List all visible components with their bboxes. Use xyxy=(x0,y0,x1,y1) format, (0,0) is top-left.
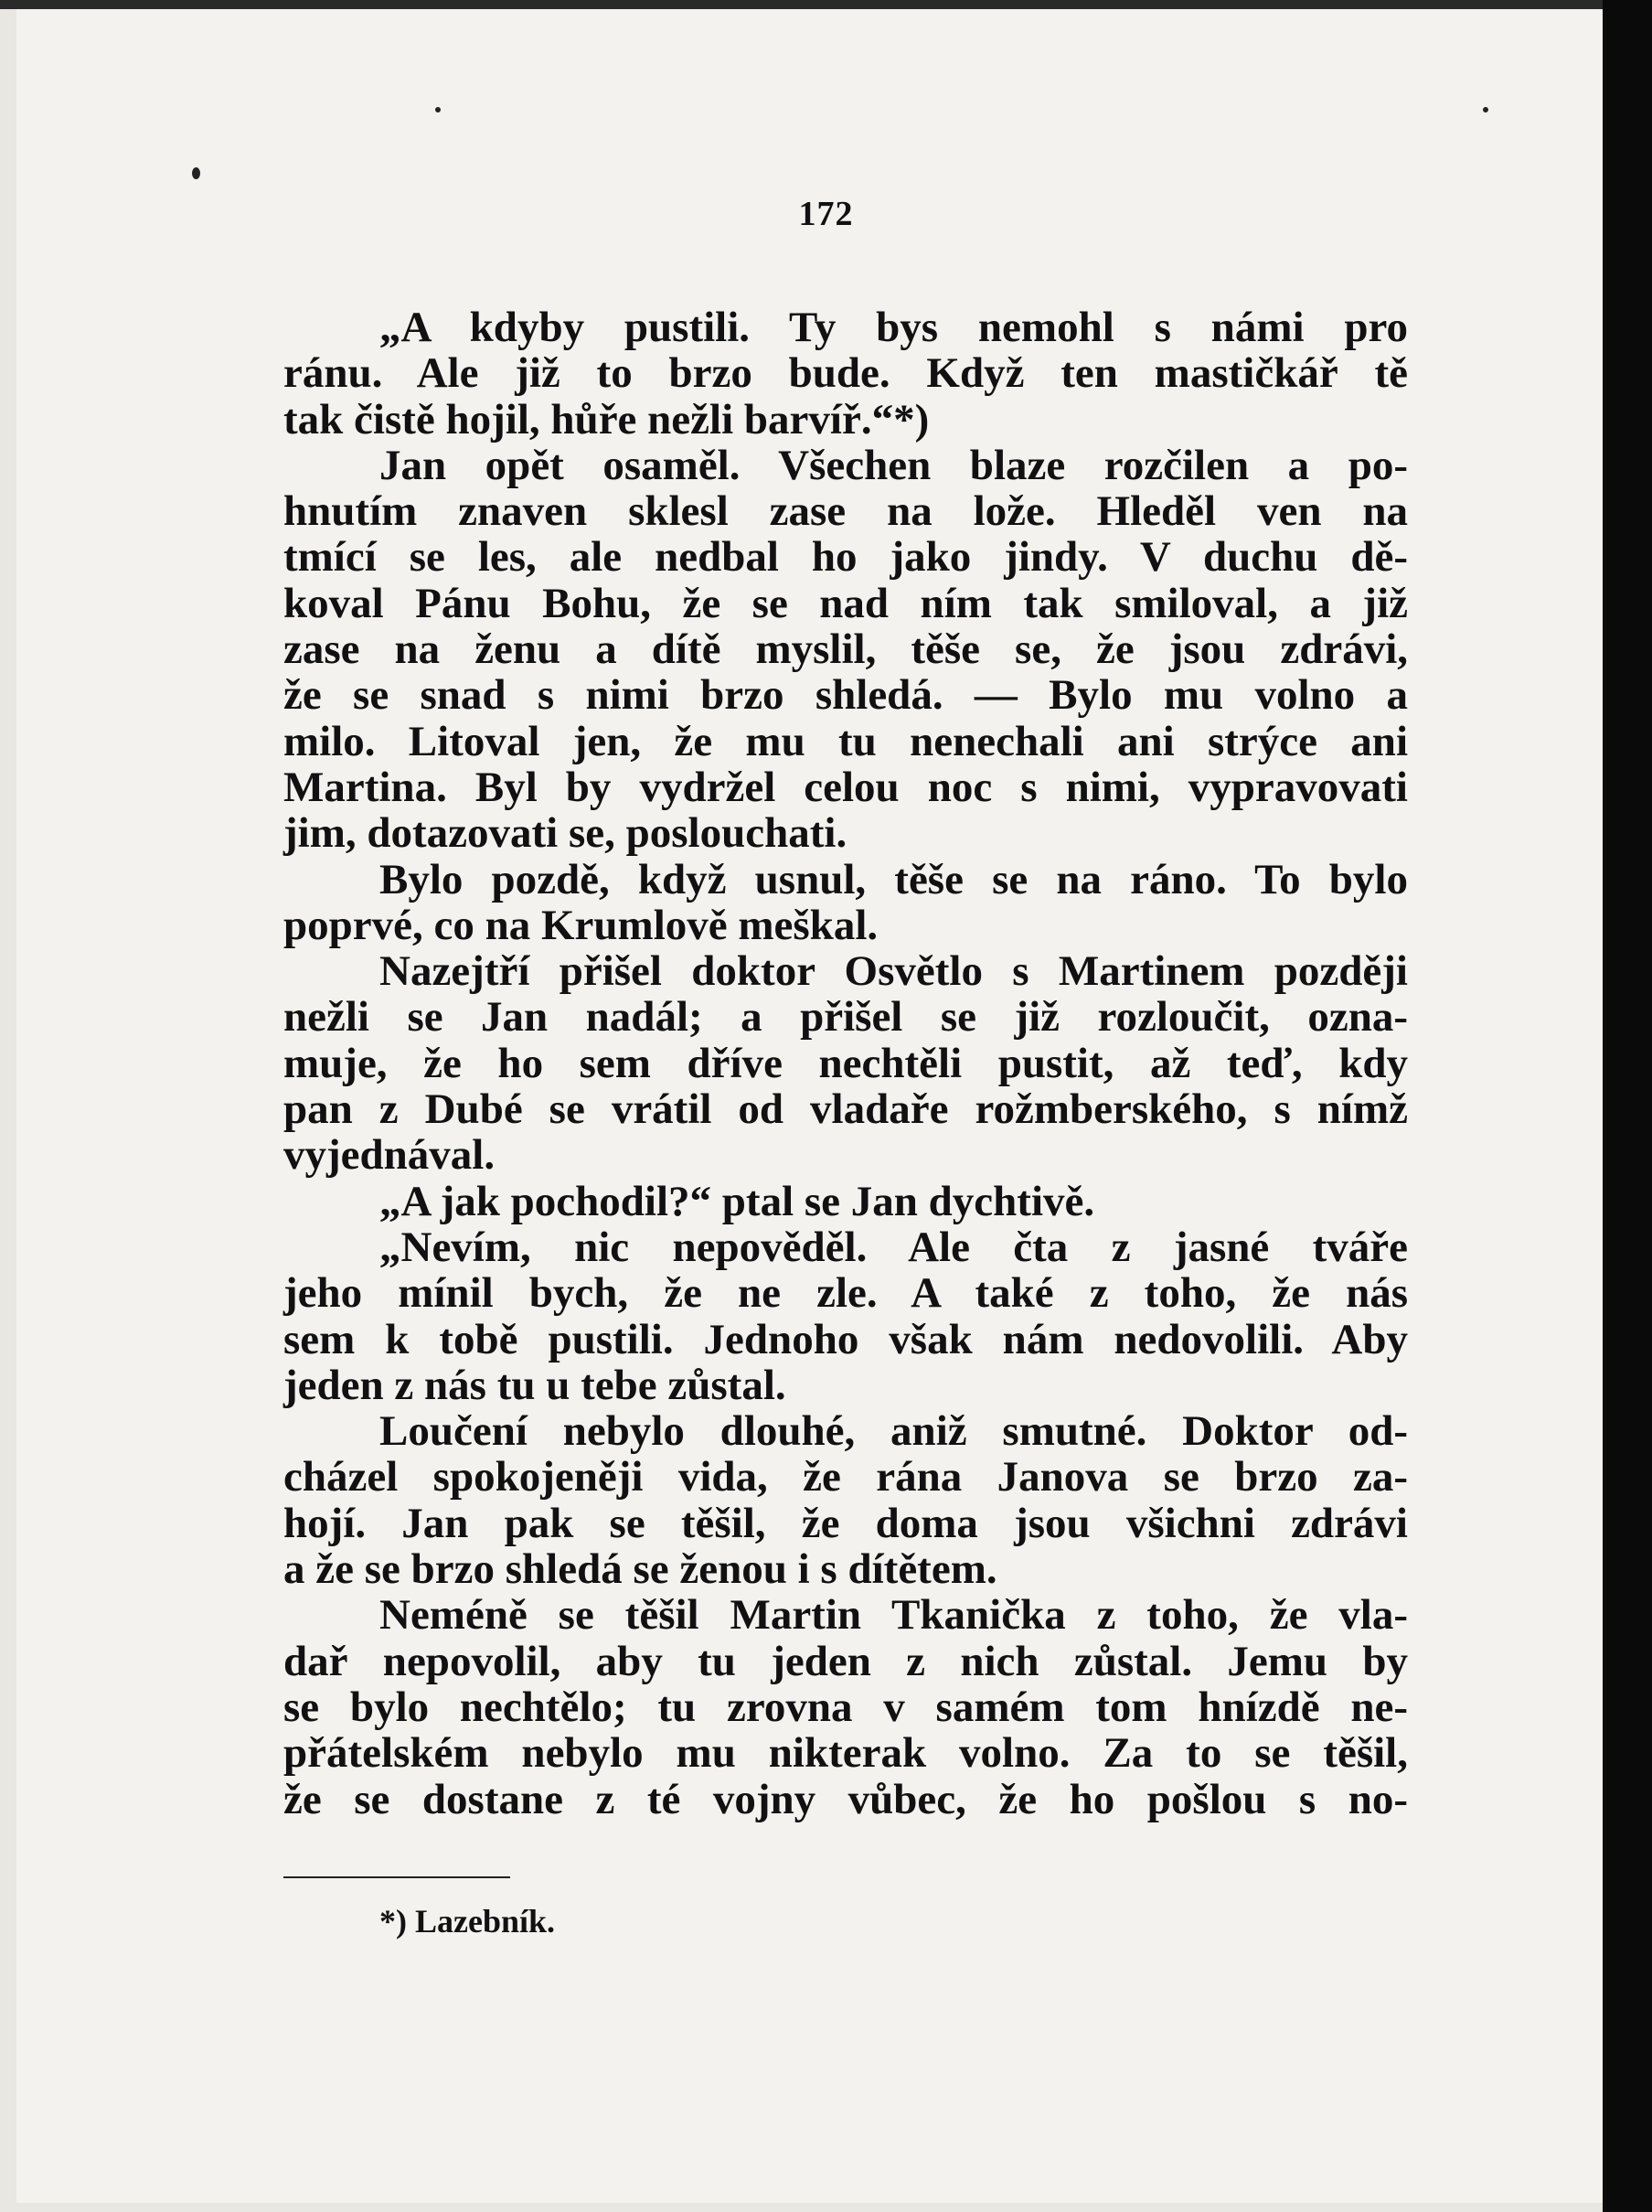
text-line: Nazejtří přišel doktor Osvětlo s Martinem později xyxy=(379,947,1408,996)
text-line: cházel spokojeněji vida, že rána Janova se brzo za- xyxy=(283,1453,1408,1501)
text-line: „A jak pochodil?“ ptal se Jan dychtivě. xyxy=(379,1177,1095,1225)
footnote-rule xyxy=(283,1876,510,1878)
scan-right-edge xyxy=(1603,0,1652,2212)
footnote: *) Lazebník. xyxy=(379,1903,556,1940)
text-line: jim, dotazovati se, poslouchati. xyxy=(283,809,847,858)
text-line: jeden z nás tu u tebe zůstal. xyxy=(283,1361,786,1409)
text-line: tmící se les, ale nedbal ho jako jindy. V duchu dě- xyxy=(283,533,1408,582)
text-line: že se snad s nimi brzo shledá. — Bylo mu volno a xyxy=(283,671,1408,720)
text-line: Jan opět osaměl. Všechen blaze rozčilen a po- xyxy=(379,441,1408,489)
text-line: ránu. Ale již to brzo bude. Když ten mastičkář tě xyxy=(283,349,1408,398)
text-line: hojí. Jan pak se těšil, že doma jsou všichni zdrávi xyxy=(283,1499,1408,1547)
text-line: Martina. Byl by vydržel celou noc s nimi, vypravovati xyxy=(283,763,1408,811)
scan-speck xyxy=(435,107,441,112)
text-line: vyjednával. xyxy=(283,1131,496,1180)
text-line: sem k tobě pustili. Jednoho však nám nedovolili. Aby xyxy=(283,1315,1408,1363)
text-line: muje, že ho sem dříve nechtěli pustit, až teď, kdy xyxy=(283,1039,1408,1087)
text-line: pan z Dubé se vrátil od vladaře rožmberského, s nímž xyxy=(283,1085,1408,1134)
text-line: a že se brzo shledá se ženou i s dítětem. xyxy=(283,1545,997,1594)
text-line: hnutím znaven sklesl zase na lože. Hleděl ven na xyxy=(283,487,1408,536)
text-line: milo. Litoval jen, že mu tu nenechali ani strýce ani xyxy=(283,717,1408,765)
body-text xyxy=(283,305,1408,1822)
text-line: koval Pánu Bohu, že se nad ním tak smiloval, a již xyxy=(283,579,1408,627)
scan-speck xyxy=(1483,107,1488,112)
text-line: dař nepovolil, aby tu jeden z nich zůstal. Jemu by xyxy=(283,1637,1408,1685)
text-line: Loučení nebylo dlouhé, aniž smutné. Doktor od- xyxy=(379,1407,1408,1456)
text-line: tak čistě hojil, hůře nežli barvíř.“*) xyxy=(283,395,930,443)
page-number: 172 xyxy=(798,195,854,233)
text-line: že se dostane z té vojny vůbec, že ho pošlou s no- xyxy=(283,1775,1408,1823)
scan-speck xyxy=(192,167,200,179)
scan-top-edge xyxy=(0,0,1652,9)
text-line: přátelském nebylo mu nikterak volno. Za to se těšil, xyxy=(283,1729,1408,1778)
text-line: Neméně se těšil Martin Tkanička z toho, že vla- xyxy=(379,1591,1408,1640)
text-line: Bylo pozdě, když usnul, těše se na ráno. To bylo xyxy=(379,855,1408,903)
text-line: nežli se Jan nadál; a přišel se již rozloučit, ozna- xyxy=(283,993,1408,1042)
text-line: „Nevím, nic nepověděl. Ale čta z jasné tváře xyxy=(379,1223,1408,1271)
text-line: „A kdyby pustili. Ty bys nemohl s námi pro xyxy=(379,304,1408,351)
text-line: zase na ženu a dítě myslil, těše se, že jsou zdrávi, xyxy=(283,625,1408,674)
text-line: jeho mínil bych, že ne zle. A také z toho, že nás xyxy=(283,1269,1408,1318)
text-line: poprvé, co na Krumlově meškal. xyxy=(283,901,879,949)
text-line: se bylo nechtělo; tu zrovna v samém tom hnízdě ne- xyxy=(283,1683,1408,1731)
